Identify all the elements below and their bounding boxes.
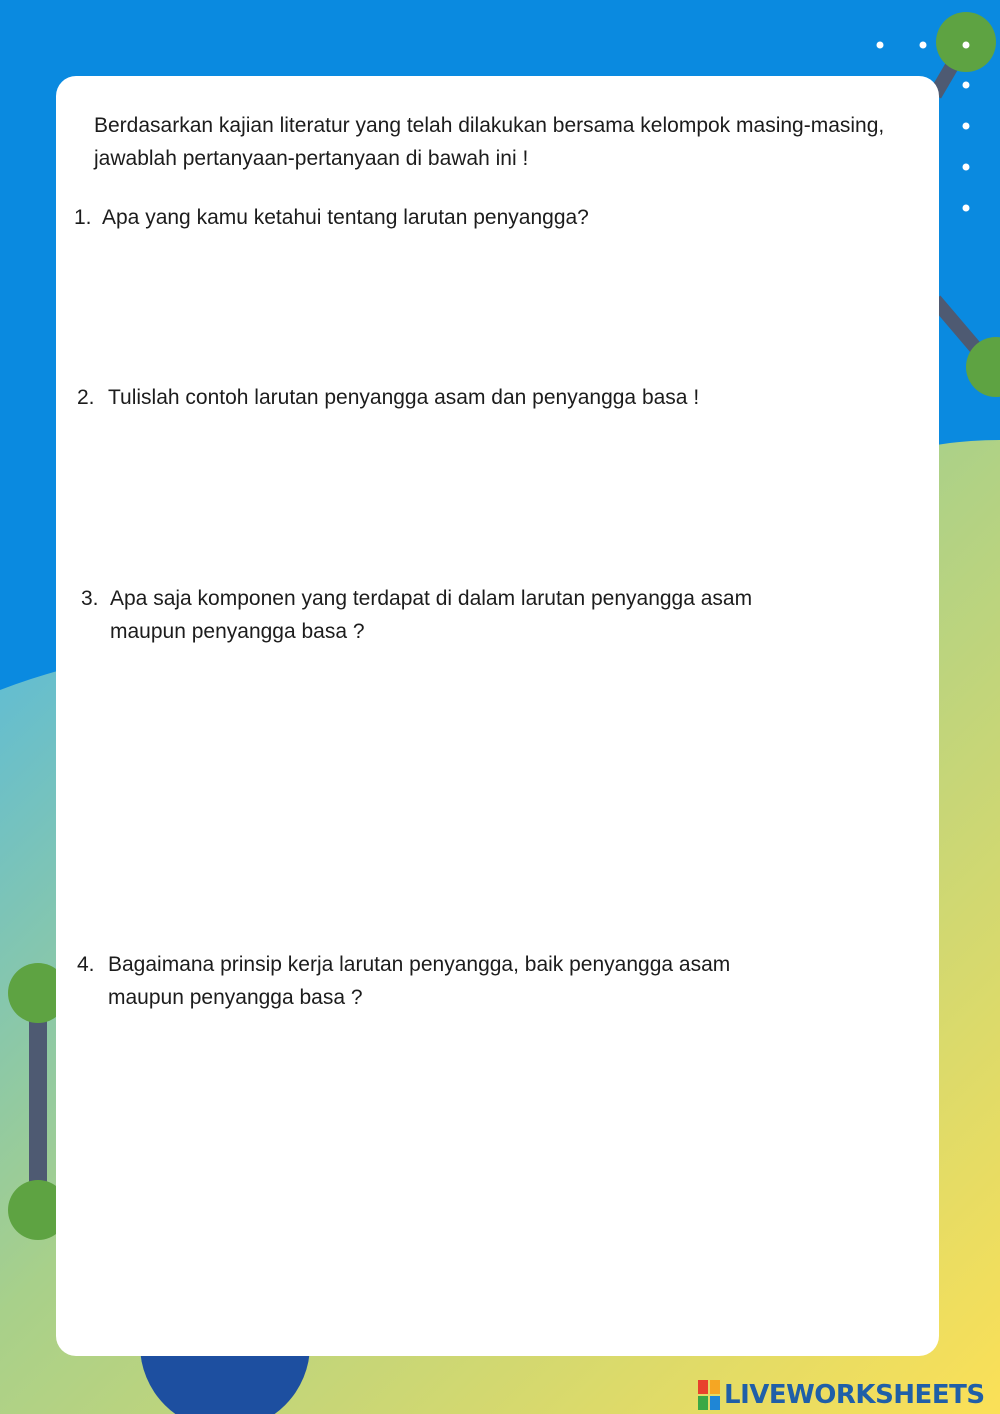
- question-number: 4.: [77, 953, 95, 976]
- liveworksheets-logo-icon: [698, 1380, 720, 1410]
- worksheet-card: [56, 76, 939, 1356]
- logo-text: LIVEWORKSHEETS: [724, 1380, 985, 1410]
- question-number: 2.: [77, 386, 95, 409]
- question-2: [77, 381, 917, 414]
- liveworksheets-logo[interactable]: [698, 1378, 985, 1412]
- question-text: Apa yang kamu ketahui tentang larutan penyangga?: [102, 206, 589, 229]
- question-number: 1.: [74, 206, 92, 229]
- question-number: 3.: [81, 587, 99, 610]
- question-3: [81, 582, 921, 648]
- question-text: Tulislah contoh larutan penyangga asam dan penyangga basa !: [108, 386, 700, 409]
- question-text: Apa saja komponen yang terdapat di dalam larutan penyangga asam maupun penyangga basa ?: [110, 587, 753, 643]
- question-text: Bagaimana prinsip kerja larutan penyangga, baik penyangga asam maupun penyangga basa ?: [108, 953, 731, 1009]
- question-1: [74, 201, 914, 234]
- worksheet-instructions: Berdasarkan kajian literatur yang telah dilakukan bersama kelompok masing-masing, jawablah pertanyaan-pertanyaan di bawah ini !: [94, 114, 885, 170]
- question-4: [77, 948, 917, 1014]
